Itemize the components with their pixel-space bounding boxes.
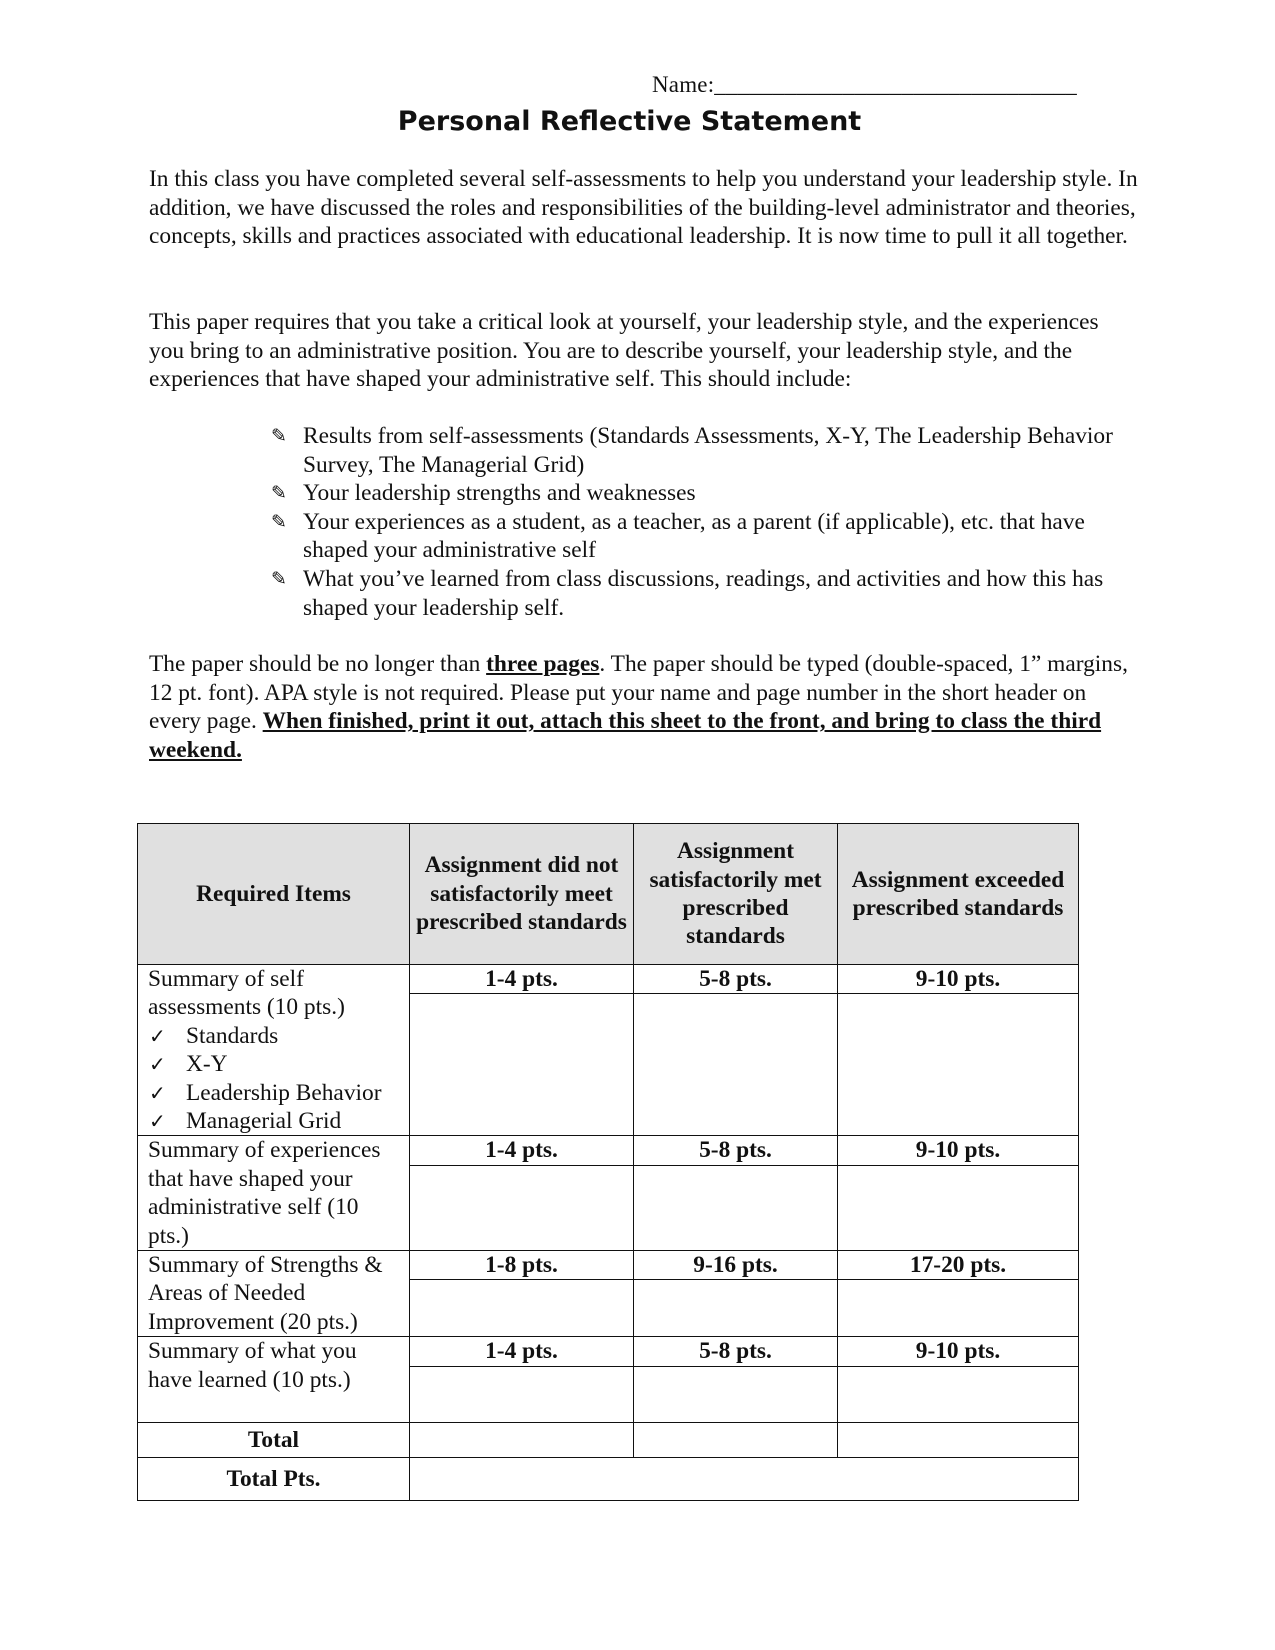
requirements-list bbox=[271, 422, 1143, 622]
required-item-label: Summary of experiences that have shaped your administrative self (10 pts.) bbox=[148, 1137, 381, 1249]
list-item bbox=[271, 565, 1143, 622]
table-row bbox=[138, 1136, 1079, 1165]
table-header-row bbox=[138, 824, 1079, 965]
list-item bbox=[271, 479, 1143, 508]
points-range-cell: 5-8 pts. bbox=[634, 1337, 838, 1366]
points-range-cell: 1-4 pts. bbox=[410, 1136, 634, 1165]
total-score-cell[interactable] bbox=[838, 1423, 1079, 1458]
points-range-cell: 17-20 pts. bbox=[838, 1251, 1079, 1280]
score-entry-cell[interactable] bbox=[410, 1280, 634, 1337]
grading-rubric-table bbox=[137, 823, 1079, 1501]
total-row bbox=[138, 1423, 1079, 1458]
score-entry-cell[interactable] bbox=[410, 1165, 634, 1250]
requirements-paragraph: This paper requires that you take a critical look at yourself, your leadership style, and the experiences you bring to an administrative position. You are to describe yourself, your leadership style, and the experiences that have shaped your administrative self. This should include: bbox=[149, 309, 1099, 393]
total-score-cell[interactable] bbox=[410, 1423, 634, 1458]
list-item bbox=[271, 422, 1143, 479]
required-item-label: Summary of what you have learned (10 pts.) bbox=[148, 1338, 357, 1393]
total-points-label: Total Pts. bbox=[138, 1458, 410, 1501]
score-entry-cell[interactable] bbox=[838, 1165, 1079, 1250]
checklist-text: Standards bbox=[186, 1022, 279, 1049]
pencil-bullet-icon: ✎ bbox=[271, 510, 287, 533]
checkmark-icon: ✓ bbox=[149, 1080, 166, 1105]
checkmark-icon: ✓ bbox=[149, 1023, 166, 1048]
checklist bbox=[148, 1022, 399, 1136]
required-item-cell bbox=[138, 1337, 410, 1423]
score-entry-cell[interactable] bbox=[838, 1280, 1079, 1337]
page-title: Personal Reflective Statement bbox=[397, 106, 862, 137]
required-item-cell bbox=[138, 965, 410, 1136]
checkmark-icon: ✓ bbox=[149, 1052, 166, 1077]
instructions-paragraph bbox=[149, 650, 1139, 764]
list-item-text: Your experiences as a student, as a teacher, as a parent (if applicable), etc. that have shaped your administrative self bbox=[303, 508, 1085, 564]
list-item bbox=[148, 1107, 399, 1135]
points-range-cell: 1-4 pts. bbox=[410, 1337, 634, 1366]
points-range-cell: 9-10 pts. bbox=[838, 1337, 1079, 1366]
total-label: Total bbox=[138, 1423, 410, 1458]
total-score-cell[interactable] bbox=[634, 1423, 838, 1458]
column-header: Assignment satisfactorily met prescribed standards bbox=[634, 824, 838, 965]
list-item bbox=[148, 1050, 399, 1078]
table-row bbox=[138, 1251, 1079, 1280]
column-header: Assignment exceeded prescribed standards bbox=[838, 824, 1079, 965]
required-item-cell bbox=[138, 1251, 410, 1337]
checklist-text: Managerial Grid bbox=[186, 1108, 342, 1135]
table-row bbox=[138, 965, 1079, 994]
score-entry-cell[interactable] bbox=[838, 994, 1079, 1136]
total-points-cell[interactable] bbox=[410, 1458, 1079, 1501]
required-item-cell bbox=[138, 1136, 410, 1251]
total-points-row bbox=[138, 1458, 1079, 1501]
list-item-text: Your leadership strengths and weaknesses bbox=[303, 480, 696, 507]
pencil-bullet-icon: ✎ bbox=[271, 482, 287, 505]
points-range-cell: 1-4 pts. bbox=[410, 965, 634, 994]
list-item-text: What you’ve learned from class discussions, readings, and activities and how this has shaped your leadership self. bbox=[303, 565, 1104, 621]
checklist-text: Leadership Behavior bbox=[186, 1079, 382, 1106]
score-entry-cell[interactable] bbox=[634, 1366, 838, 1422]
required-item-label: Summary of self assessments (10 pts.) bbox=[148, 966, 345, 1021]
column-header: Assignment did not satisfactorily meet prescribed standards bbox=[410, 824, 634, 965]
name-field-label: Name:_______________________________ bbox=[652, 72, 1078, 97]
pencil-bullet-icon: ✎ bbox=[271, 567, 287, 590]
score-entry-cell[interactable] bbox=[634, 994, 838, 1136]
score-entry-cell[interactable] bbox=[410, 1366, 634, 1422]
score-entry-cell[interactable] bbox=[838, 1366, 1079, 1422]
points-range-cell: 9-10 pts. bbox=[838, 965, 1079, 994]
table-row bbox=[138, 1337, 1079, 1366]
list-item bbox=[148, 1022, 399, 1050]
points-range-cell: 9-10 pts. bbox=[838, 1136, 1079, 1165]
list-item bbox=[148, 1079, 399, 1107]
column-header: Required Items bbox=[138, 824, 410, 965]
score-entry-cell[interactable] bbox=[410, 994, 634, 1136]
checkmark-icon: ✓ bbox=[149, 1109, 166, 1134]
intro-paragraph: In this class you have completed several self-assessments to help you understand your leadership style. In addition, we have discussed the roles and responsibilities of the building-level administrator and theories, concepts, skills and practices associated with educational leadership. It is now time to pull it all together. bbox=[149, 166, 1138, 250]
checklist-text: X-Y bbox=[186, 1051, 228, 1078]
score-entry-cell[interactable] bbox=[634, 1280, 838, 1337]
page-limit-emphasis: three pages bbox=[486, 651, 600, 677]
points-range-cell: 5-8 pts. bbox=[634, 1136, 838, 1165]
pencil-bullet-icon: ✎ bbox=[271, 425, 287, 447]
instructions-text: The paper should be no longer than bbox=[149, 651, 487, 677]
points-range-cell: 5-8 pts. bbox=[634, 965, 838, 994]
list-item bbox=[271, 508, 1143, 565]
list-item-text: Results from self-assessments (Standards Assessments, X-Y, The Leadership Behavior Survey, The Managerial Grid) bbox=[303, 423, 1113, 478]
points-range-cell: 1-8 pts. bbox=[410, 1251, 634, 1280]
instructions-text: . The paper should be typed (double-spaced, 1” margins, 12 pt. font). APA style is not required. Please put your name and page number in the short header on every page. bbox=[149, 651, 1128, 735]
submission-emphasis: When finished, print it out, attach this sheet to the front, and bring to class the third weekend. bbox=[149, 708, 1102, 763]
points-range-cell: 9-16 pts. bbox=[634, 1251, 838, 1280]
score-entry-cell[interactable] bbox=[634, 1165, 838, 1250]
required-item-label: Summary of Strengths & Areas of Needed Improvement (20 pts.) bbox=[148, 1252, 383, 1335]
